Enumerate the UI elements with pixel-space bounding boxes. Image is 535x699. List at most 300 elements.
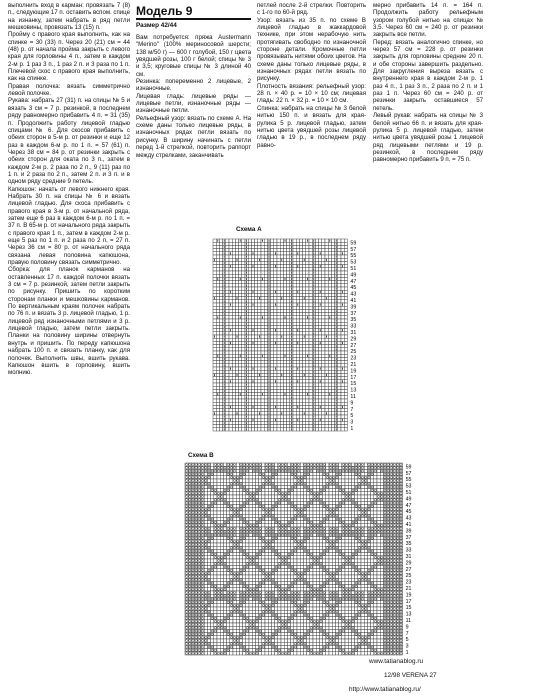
grid-cell	[223, 485, 226, 488]
grid-cell	[319, 258, 322, 261]
grid-cell	[344, 389, 347, 392]
grid-cell	[249, 508, 252, 511]
grid-cell	[213, 277, 216, 280]
grid-cell	[229, 239, 232, 242]
grid-cell	[239, 415, 242, 418]
grid-cell	[331, 421, 334, 424]
grid-cell	[344, 367, 347, 370]
grid-cell	[345, 476, 348, 479]
grid-cell	[249, 521, 252, 524]
grid-cell	[204, 473, 207, 476]
grid-cell	[380, 482, 383, 485]
grid-cell	[306, 284, 309, 287]
grid-cell	[287, 354, 290, 357]
grid-cell	[293, 415, 296, 418]
grid-cell	[331, 399, 334, 402]
grid-cell	[344, 377, 347, 380]
grid-cell	[339, 495, 342, 498]
grid-cell	[261, 421, 264, 424]
grid-cell	[226, 239, 229, 242]
grid-cell	[309, 425, 312, 428]
grid-cell	[239, 364, 242, 367]
grid-cell	[322, 332, 325, 335]
grid-cell	[280, 341, 283, 344]
grid-cell	[323, 511, 326, 514]
grid-cell	[213, 268, 216, 271]
grid-cell	[248, 309, 251, 312]
grid-cell	[219, 351, 222, 354]
grid-cell	[293, 281, 296, 284]
grid-cell	[364, 489, 367, 492]
grid-cell	[235, 261, 238, 264]
grid-cell	[319, 402, 322, 405]
grid-cell	[207, 492, 210, 495]
grid-cell	[255, 252, 258, 255]
grid-cell	[226, 293, 229, 296]
grid-cell	[232, 380, 235, 383]
grid-cell	[377, 501, 380, 504]
grid-cell	[219, 245, 222, 248]
grid-cell	[306, 242, 309, 245]
grid-cell	[325, 415, 328, 418]
grid-cell	[280, 265, 283, 268]
grid-cell	[226, 303, 229, 306]
grid-cell	[325, 281, 328, 284]
grid-cell	[371, 476, 374, 479]
grid-cell	[300, 463, 303, 466]
grid-cell	[213, 309, 216, 312]
grid-cell	[258, 319, 261, 322]
grid-cell	[322, 367, 325, 370]
grid-cell	[328, 386, 331, 389]
grid-cell	[342, 482, 345, 485]
grid-cell	[325, 405, 328, 408]
grid-cell	[251, 249, 254, 252]
grid-cell	[226, 265, 229, 268]
grid-cell	[319, 476, 322, 479]
grid-cell	[329, 498, 332, 501]
grid-cell	[258, 389, 261, 392]
grid-cell	[204, 485, 207, 488]
grid-cell	[283, 383, 286, 386]
grid-cell	[251, 389, 254, 392]
grid-cell	[328, 322, 331, 325]
grid-cell	[299, 277, 302, 280]
grid-cell	[255, 428, 258, 431]
grid-cell	[258, 421, 261, 424]
grid-cell	[229, 399, 232, 402]
grid-cell	[310, 473, 313, 476]
grid-cell	[213, 316, 216, 319]
grid-cell	[251, 284, 254, 287]
grid-cell	[251, 425, 254, 428]
grid-cell	[268, 505, 271, 508]
grid-cell	[280, 409, 283, 412]
grid-cell	[287, 322, 290, 325]
grid-cell	[264, 271, 267, 274]
grid-cell	[287, 405, 290, 408]
grid-cell	[319, 505, 322, 508]
grid-cell	[328, 300, 331, 303]
grid-cell	[239, 386, 242, 389]
grid-cell	[274, 277, 277, 280]
grid-cell	[277, 428, 280, 431]
grid-cell	[213, 354, 216, 357]
grid-cell	[306, 409, 309, 412]
grid-cell	[211, 495, 214, 498]
grid-cell	[293, 329, 296, 332]
grid-cell	[283, 341, 286, 344]
grid-cell	[283, 396, 286, 399]
grid-cell	[374, 514, 377, 517]
grid-cell	[235, 239, 238, 242]
grid-cell	[235, 329, 238, 332]
grid-cell	[283, 290, 286, 293]
grid-cell	[242, 300, 245, 303]
grid-cell	[325, 255, 328, 258]
grid-cell	[344, 357, 347, 360]
chart-b-title: Схема B	[188, 452, 214, 459]
grid-cell	[233, 473, 236, 476]
grid-cell	[303, 425, 306, 428]
grid-cell	[309, 271, 312, 274]
grid-cell	[274, 415, 277, 418]
grid-cell	[331, 402, 334, 405]
grid-cell	[303, 479, 306, 482]
grid-cell	[309, 351, 312, 354]
grid-cell	[248, 345, 251, 348]
grid-cell	[299, 364, 302, 367]
grid-cell	[284, 479, 287, 482]
grid-cell	[264, 402, 267, 405]
grid-cell	[293, 357, 296, 360]
grid-cell	[275, 514, 278, 517]
grid-cell	[213, 261, 216, 264]
grid-cell	[271, 396, 274, 399]
grid-cell	[315, 252, 318, 255]
grid-cell	[306, 367, 309, 370]
grid-cell	[291, 492, 294, 495]
grid-cell	[255, 348, 258, 351]
grid-cell	[248, 364, 251, 367]
grid-cell	[341, 316, 344, 319]
grid-cell	[364, 485, 367, 488]
grid-cell	[280, 309, 283, 312]
row-number-label: 35	[350, 317, 357, 324]
grid-cell	[213, 361, 216, 364]
grid-cell	[293, 405, 296, 408]
grid-cell	[259, 508, 262, 511]
grid-cell	[315, 265, 318, 268]
grid-cell	[264, 239, 267, 242]
grid-cell	[283, 415, 286, 418]
grid-cell	[232, 325, 235, 328]
grid-cell	[229, 351, 232, 354]
grid-cell	[294, 479, 297, 482]
grid-cell	[264, 258, 267, 261]
grid-cell	[293, 239, 296, 242]
grid-cell	[306, 329, 309, 332]
grid-cell	[248, 293, 251, 296]
grid-cell	[328, 380, 331, 383]
grid-cell	[322, 297, 325, 300]
grid-cell	[242, 261, 245, 264]
grid-cell	[284, 511, 287, 514]
grid-cell	[325, 357, 328, 360]
grid-cell	[248, 316, 251, 319]
grid-cell	[277, 268, 280, 271]
grid-cell	[277, 277, 280, 280]
grid-cell	[319, 428, 322, 431]
grid-cell	[280, 421, 283, 424]
grid-cell	[283, 271, 286, 274]
grid-cell	[229, 354, 232, 357]
grid-cell	[338, 383, 341, 386]
grid-cell	[380, 511, 383, 514]
grid-cell	[380, 473, 383, 476]
grid-cell	[226, 319, 229, 322]
grid-cell	[216, 258, 219, 261]
grid-cell	[345, 482, 348, 485]
grid-cell	[280, 357, 283, 360]
grid-cell	[322, 421, 325, 424]
grid-cell	[252, 479, 255, 482]
chart-b	[184, 462, 420, 656]
grid-cell	[361, 473, 364, 476]
grid-cell	[309, 389, 312, 392]
grid-cell	[235, 354, 238, 357]
grid-cell	[325, 329, 328, 332]
grid-cell	[341, 335, 344, 338]
grid-cell	[313, 473, 316, 476]
grid-cell	[322, 274, 325, 277]
grid-cell	[258, 322, 261, 325]
grid-cell	[261, 409, 264, 412]
grid-cell	[306, 399, 309, 402]
grid-cell	[328, 268, 331, 271]
grid-cell	[287, 364, 290, 367]
grid-cell	[310, 505, 313, 508]
grid-cell	[264, 415, 267, 418]
grid-cell	[277, 252, 280, 255]
grid-cell	[264, 319, 267, 322]
grid-cell	[296, 338, 299, 341]
grid-cell	[328, 402, 331, 405]
grid-cell	[242, 402, 245, 405]
grid-cell	[213, 396, 216, 399]
grid-cell	[271, 281, 274, 284]
grid-cell	[277, 255, 280, 258]
grid-cell	[299, 335, 302, 338]
grid-cell	[235, 313, 238, 316]
grid-cell	[309, 409, 312, 412]
grid-cell	[277, 332, 280, 335]
grid-cell	[264, 373, 267, 376]
grid-cell	[216, 399, 219, 402]
grid-cell	[344, 393, 347, 396]
grid-cell	[277, 345, 280, 348]
grid-cell	[296, 415, 299, 418]
grid-cell	[242, 415, 245, 418]
grid-cell	[341, 370, 344, 373]
grid-cell	[329, 492, 332, 495]
grid-cell	[268, 495, 271, 498]
grid-cell	[216, 255, 219, 258]
grid-cell	[322, 290, 325, 293]
grid-cell	[274, 370, 277, 373]
grid-cell	[299, 268, 302, 271]
grid-cell	[229, 393, 232, 396]
grid-cell	[251, 354, 254, 357]
grid-cell	[235, 380, 238, 383]
grid-cell	[338, 309, 341, 312]
grid-cell	[283, 293, 286, 296]
grid-cell	[280, 255, 283, 258]
grid-cell	[319, 242, 322, 245]
grid-cell	[219, 357, 222, 360]
grid-cell	[367, 511, 370, 514]
grid-cell	[296, 370, 299, 373]
grid-cell	[315, 367, 318, 370]
grid-cell	[226, 367, 229, 370]
grid-cell	[331, 258, 334, 261]
grid-cell	[326, 495, 329, 498]
grid-cell	[306, 268, 309, 271]
grid-cell	[226, 249, 229, 252]
grid-cell	[296, 393, 299, 396]
grid-cell	[246, 479, 249, 482]
grid-cell	[338, 252, 341, 255]
grid-cell	[303, 300, 306, 303]
grid-cell	[293, 284, 296, 287]
grid-cell	[344, 261, 347, 264]
grid-cell	[258, 287, 261, 290]
grid-cell	[232, 399, 235, 402]
grid-cell	[287, 517, 290, 520]
grid-cell	[323, 514, 326, 517]
grid-cell	[284, 482, 287, 485]
grid-cell	[280, 300, 283, 303]
grid-cell	[313, 501, 316, 504]
grid-cell	[243, 492, 246, 495]
grid-cell	[264, 393, 267, 396]
grid-cell	[219, 418, 222, 421]
grid-cell	[258, 281, 261, 284]
grid-cell	[309, 319, 312, 322]
grid-cell	[280, 290, 283, 293]
grid-cell	[251, 383, 254, 386]
grid-cell	[242, 341, 245, 344]
grid-cell	[323, 492, 326, 495]
grid-cell	[235, 361, 238, 364]
grid-cell	[213, 284, 216, 287]
grid-cell	[287, 268, 290, 271]
grid-cell	[296, 268, 299, 271]
row-number-label: 1	[350, 426, 354, 432]
grid-cell	[271, 521, 274, 524]
grid-cell	[293, 287, 296, 290]
grid-cell	[299, 325, 302, 328]
grid-cell	[249, 517, 252, 520]
grid-cell	[339, 511, 342, 514]
grid-cell	[217, 482, 220, 485]
grid-cell	[287, 284, 290, 287]
grid-cell	[293, 258, 296, 261]
grid-cell	[331, 287, 334, 290]
grid-cell	[242, 293, 245, 296]
grid-cell	[341, 274, 344, 277]
grid-cell	[213, 386, 216, 389]
grid-cell	[271, 249, 274, 252]
grid-cell	[216, 386, 219, 389]
grid-cell	[293, 313, 296, 316]
grid-cell	[239, 348, 242, 351]
grid-cell	[280, 338, 283, 341]
grid-cell	[280, 271, 283, 274]
grid-cell	[261, 322, 264, 325]
grid-cell	[264, 277, 267, 280]
grid-cell	[239, 274, 242, 277]
grid-cell	[271, 377, 274, 380]
grid-cell	[242, 370, 245, 373]
grid-cell	[361, 505, 364, 508]
grid-cell	[219, 268, 222, 271]
grid-cell	[271, 357, 274, 360]
grid-cell	[374, 517, 377, 520]
grid-cell	[232, 261, 235, 264]
grid-cell	[255, 265, 258, 268]
grid-cell	[299, 287, 302, 290]
grid-cell	[220, 482, 223, 485]
grid-cell	[328, 325, 331, 328]
grid-cell	[217, 505, 220, 508]
grid-cell	[281, 517, 284, 520]
grid-cell	[287, 415, 290, 418]
grid-cell	[235, 322, 238, 325]
grid-cell	[258, 338, 261, 341]
grid-cell	[219, 377, 222, 380]
grid-cell	[341, 242, 344, 245]
grid-cell	[293, 396, 296, 399]
grid-cell	[274, 428, 277, 431]
grid-cell	[339, 479, 342, 482]
grid-cell	[213, 313, 216, 316]
grid-cell	[239, 258, 242, 261]
grid-cell	[226, 325, 229, 328]
grid-cell	[278, 511, 281, 514]
grid-cell	[344, 399, 347, 402]
grid-cell	[293, 265, 296, 268]
grid-cell	[235, 309, 238, 312]
grid-cell	[216, 313, 219, 316]
grid-cell	[299, 319, 302, 322]
grid-cell	[325, 268, 328, 271]
grid-cell	[242, 418, 245, 421]
grid-cell	[287, 399, 290, 402]
grid-cell	[293, 380, 296, 383]
grid-cell	[280, 415, 283, 418]
grid-cell	[303, 290, 306, 293]
grid-cell	[315, 284, 318, 287]
grid-cell	[293, 386, 296, 389]
grid-cell	[232, 242, 235, 245]
grid-cell	[251, 319, 254, 322]
grid-cell	[216, 322, 219, 325]
paragraph: Лицевая гладь: лицевые ряды — лицевые петли, изнаночные ряды — изнаночные петли.	[136, 92, 251, 115]
grid-cell	[338, 370, 341, 373]
grid-cell	[331, 332, 334, 335]
grid-cell	[280, 261, 283, 264]
